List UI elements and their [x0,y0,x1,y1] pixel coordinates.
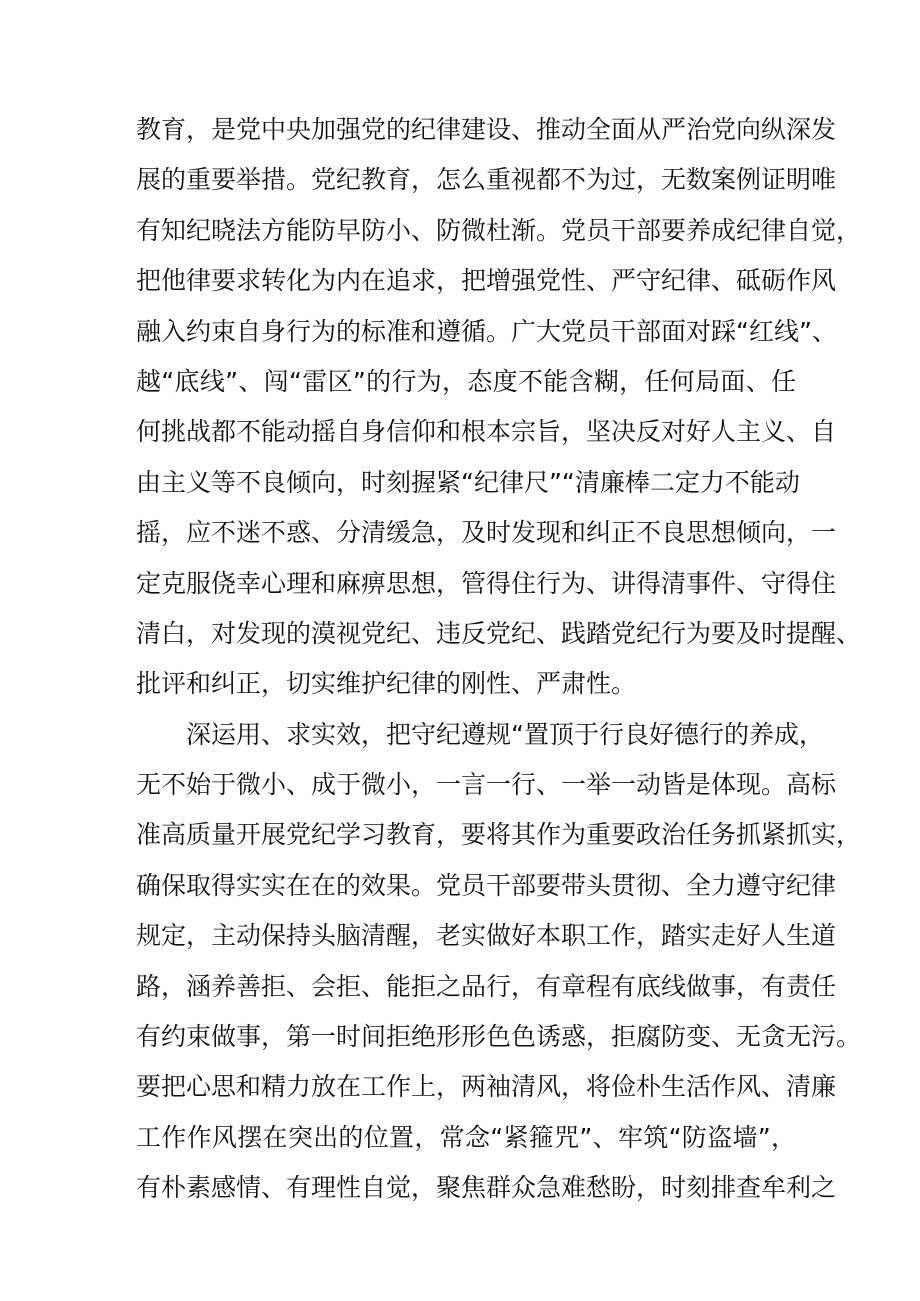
text-line: 越“底线”、闯“雷区”的行为，态度不能含糊，任何局面、任 [136,366,796,396]
text-line: 规定，主动保持头脑清醒，老实做好本职工作，踏实走好人生道 [136,921,837,951]
text-line: 教育，是党中央加强党的纪律建设、推动全面从严治党向纵深发 [136,115,837,144]
text-line: 展的重要举措。党纪教育，怎么重视都不为过，无数案例证明唯 [136,165,837,195]
text-line: 路，涵养善拒、会拒、能拒之品行，有章程有底线做事，有责任 [136,971,837,1001]
text-line: 准高质量开展党纪学习教育，要将其作为重要政治任务抓紧抓实， [136,820,862,850]
text-line: 把他律要求转化为内在追求，把增强党性、严守纪律、砥砺作风 [136,266,837,296]
text-line: 何挑战都不能动摇自身信仰和根本宗旨，坚决反对好人主义、自 [136,417,837,447]
body-text [136,105,862,1214]
text-line: 批评和纠正，切实维护纪律的刚性、严肃性。 [136,669,637,699]
text-line: 工作作风摆在突出的位置，常念“紧箍咒”、牢筑“防盗墙”， [136,1122,796,1152]
text-line: 有朴素感情、有理性自觉，聚焦群众急难愁盼，时刻排查牟利之 [136,1173,837,1203]
text-line: 有约束做事，第一时间拒绝形形色色诱惑，拒腐防变、无贪无污。 [136,1022,862,1052]
text-line: 定克服侥幸心理和麻痹思想，管得住行为、讲得清事件、守得住 [136,568,837,598]
text-line: 融入约束自身行为的标准和遵循。广大党员干部面对踩“红线”、 [136,316,837,346]
text-line: 清白，对发现的漠视党纪、违反党纪、践踏党纪行为要及时提醒、 [136,618,862,648]
text-line: 有知纪晓法方能防早防小、防微杜渐。党员干部要养成纪律自觉， [136,215,862,245]
paragraph-1 [136,105,862,710]
text-line: 要把心思和精力放在工作上，两袖清风，将俭朴生活作风、清廉 [136,1072,837,1102]
text-line: 摇，应不迷不惑、分清缓急，及时发现和纠正不良思想倾向，一 [136,518,837,548]
paragraph-2 [136,710,862,1214]
text-line: 深运用、求实效，把守纪遵规“置顶于行良好德行的养成， [186,719,824,749]
text-line: 无不始于微小、成于微小，一言一行、一举一动皆是体现。高标 [136,770,837,800]
text-line: 由主义等不良倾向，时刻握紧“纪律尺”“清廉棒二定力不能动 [136,467,800,497]
text-line: 确保取得实实在在的效果。党员干部要带头贯彻、全力遵守纪律 [136,870,837,900]
